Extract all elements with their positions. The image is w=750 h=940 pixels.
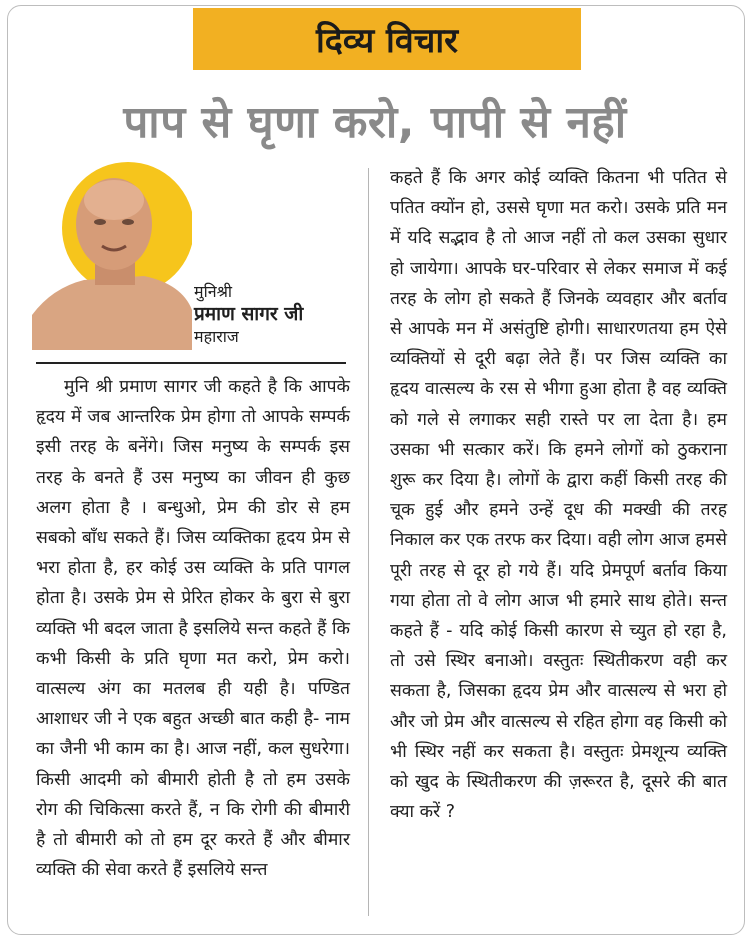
body-paragraph-left: मुनि श्री प्रमाण सागर जी कहते है कि आपके हृदय में जब आन्तरिक प्रेम होगा तो आपके सम्पर्क इसी तरह के बनेंगे। जिस मनुष्य के सम्पर्क इस तरह के बनते हैं उस मनुष्य का जीवन ही कुछ अलग होता है । बन्धुओ, प्रेम की डोर से हम सबको बाँध सकते हैं। जिस व्यक्तिका हृदय प्रेम से भरा होता है, हर कोई उस व्यक्ति के प्रति पागल होता है। उसके प्रेम से प्रेरित होकर के बुरा से बुरा व्यक्ति भी बदल जाता है इसलिये सन्त कहते हैं कि कभी किसी के प्रति घृणा मत करो, प्रेम करो। वात्सल्य अंग का मतलब ही यही है। पण्डित आशाधर जी ने एक बहुत अच्छी बात कही है- नाम का जैनी भी काम का है। आज नहीं, कल सुधरेगा। किसी आदमी को बीमारी होती है तो हम उसके रोग की चिकित्सा करते हैं, न कि रोगी की बीमारी है तो बीमारी को तो हम दूर करते हैं और बीमार व्यक्ति की सेवा करते हैं इसलिये सन्त <box>36 377 350 881</box>
author-suffix: महाराज <box>194 327 239 346</box>
body-paragraph-right: कहते हैं कि अगर कोई व्यक्ति कितना भी पतित से पतित क्योंन हो, उससे घृणा मत करो। उसके प्रति मन में यदि सद्भाव है तो आज नहीं तो कल उसका सुधार हो जायेगा। आपके घर-परिवार से लेकर समाज में कई तरह के लोग हो सकते हैं जिनके व्यवहार और बर्ताव से आपके मन में असंतुष्टि होगी। साधारणतया हम ऐसे व्यक्तियों से दूरी बढ़ा लेते हैं। पर जिस व्यक्ति का हृदय वात्सल्य के रस से भीगा हुआ होता है वह व्यक्ति को गले से लगाकर सही रास्ते पर ला देता है। हम उसका भी सत्कार करें। कि हमने लोगों को ठुकराना शुरू कर दिया है। लोगों के द्वारा कहीं किसी तरह की चूक हुई और हमने उन्हें दूध की मक्खी की तरह निकाल कर एक तरफ कर दिया। वही लोग आज हमसे पूरी तरह से दूर हो गये हैं। यदि प्रेमपूर्ण बर्ताव किया गया होता तो वे लोग आज भी हमारे साथ होते। सन्त कहते हैं - यदि कोई किसी कारण से च्युत हो रहा है, तो उसे स्थिर बनाओ। वस्तुतः स्थितीकरण वही कर सकता है, जिसका हृदय प्रेम और वात्सल्य से भरा हो और जो प्रेम और वात्सल्य से रहित होगा वह किसी को भी स्थिर नहीं कर सकता है। वस्तुतः प्रेमशून्य व्यक्ति को खुद के स्थितीकरण की ज़रूरत है, दूसरे की बात क्या करें ? <box>390 168 727 823</box>
author-byline <box>194 282 303 348</box>
author-portrait <box>32 160 192 350</box>
section-banner <box>193 8 581 70</box>
article-column-right <box>390 163 727 827</box>
byline-divider <box>36 362 346 364</box>
column-divider <box>368 168 369 916</box>
article-column-left <box>36 372 350 885</box>
author-title: मुनिश्री <box>194 282 233 301</box>
article-headline: पाप से घृणा करो, पापी से नहीं <box>123 97 627 148</box>
section-title: दिव्य विचार <box>315 21 459 61</box>
author-name: प्रमाण सागर जी <box>194 303 304 325</box>
